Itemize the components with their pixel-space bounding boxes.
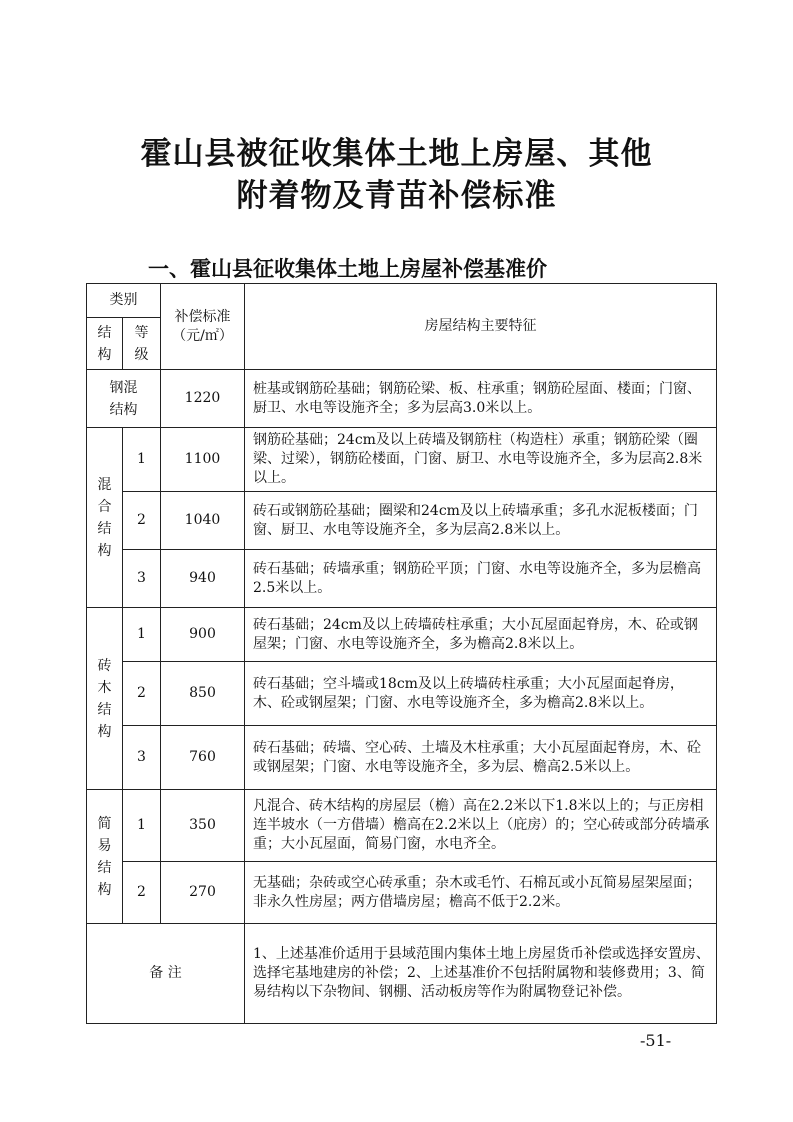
grade-cell: 2 (123, 492, 161, 550)
price-cell: 900 (161, 608, 245, 662)
features-cell: 砖石基础；砖墙承重；钢筋砼平顶；门窗、水电等设施齐全，多为层檐高2.5米以上。 (245, 550, 717, 608)
group-simple (87, 790, 123, 924)
price-cell: 1040 (161, 492, 245, 550)
price-cell: 940 (161, 550, 245, 608)
features-cell: 砖石基础；空斗墙或18cm及以上砖墙砖柱承重；大小瓦屋面起脊房，木、砼或钢屋架；门窗、水电等设施齐全，多为檐高2.8米以上。 (245, 662, 717, 726)
header-category: 类别 (87, 284, 161, 318)
header-grade-text: 等级 (134, 324, 149, 363)
features-cell: 钢筋砼基础；24cm及以上砖墙及钢筋柱（构造柱）承重；钢筋砼梁（圈梁、过梁），钢筋砼楼面，门窗、厨卫、水电等设施齐全，多为层高2.8米以上。 (245, 428, 717, 492)
remarks-text: 1、上述基准价适用于县域范围内集体土地上房屋货币补偿或选择安置房、选择宅基地建房的补偿；2、上述基准价不包括附属物和装修费用；3、简易结构以下杂物间、钢棚、活动板房等作为附属物登记补偿。 (245, 924, 717, 1024)
document-title-line2: 附着物及青苗补偿标准 (236, 178, 557, 214)
remarks-row (87, 924, 717, 1024)
features-cell: 凡混合、砖木结构的房屋层（檐）高在2.2米以下1.8米以上的；与正房相连半坡水（一方借墙）檐高在2.2米以上（庇房）的；空心砖或部分砖墙承重；大小瓦屋面，简易门窗，水电齐全。 (245, 790, 717, 862)
header-structure (87, 318, 123, 370)
header-price-line1: 补偿标准 (174, 308, 231, 325)
price-cell: 850 (161, 662, 245, 726)
header-features: 房屋结构主要特征 (245, 284, 717, 370)
group-mixed-text: 混合结构 (97, 476, 112, 559)
page-number: -51- (640, 1031, 672, 1050)
table-row (87, 550, 717, 608)
table-row (87, 608, 717, 662)
features-cell: 无基础；杂砖或空心砖承重；杂木或毛竹、石棉瓦或小瓦简易屋架屋面；非永久性房屋；两方借墙房屋；檐高不低于2.2米。 (245, 862, 717, 924)
group-brick-wood-text: 砖木结构 (97, 657, 112, 740)
features-cell: 砖石或钢筋砼基础；圈梁和24cm及以上砖墙承重；多孔水泥板楼面；门窗、厨卫、水电等设施齐全，多为层高2.8米以上。 (245, 492, 717, 550)
table-row (87, 726, 717, 790)
group-steel-concrete (87, 370, 161, 428)
table-row (87, 428, 717, 492)
price-cell: 270 (161, 862, 245, 924)
table-header-row (87, 284, 717, 318)
group-brick-wood (87, 608, 123, 790)
document-title-line1: 霍山县被征收集体土地上房屋、其他 (140, 136, 653, 172)
table-row (87, 492, 717, 550)
table-row (87, 862, 717, 924)
features-cell: 砖石基础；24cm及以上砖墙砖柱承重；大小瓦屋面起脊房，木、砼或钢屋架；门窗、水电等设施齐全，多为檐高2.8米以上。 (245, 608, 717, 662)
group-steel-concrete-text: 钢混结构 (109, 379, 138, 418)
group-simple-text: 简易结构 (97, 815, 112, 898)
header-price-line2: （元/㎡） (172, 327, 233, 344)
header-structure-text: 结构 (97, 324, 112, 363)
section-heading: 一、霍山县征收集体土地上房屋补偿基准价 (148, 257, 547, 281)
features-cell: 砖石基础；砖墙、空心砖、土墙及木柱承重；大小瓦屋面起脊房，木、砼或钢屋架；门窗、水电等设施齐全，多为层、檐高2.5米以上。 (245, 726, 717, 790)
grade-cell: 3 (123, 550, 161, 608)
header-grade (123, 318, 161, 370)
table-row (87, 370, 717, 428)
grade-cell: 1 (123, 608, 161, 662)
price-cell: 760 (161, 726, 245, 790)
grade-cell: 2 (123, 662, 161, 726)
features-cell: 桩基或钢筋砼基础；钢筋砼梁、板、柱承重；钢筋砼屋面、楼面；门窗、厨卫、水电等设施齐全；多为层高3.0米以上。 (245, 370, 717, 428)
table-row (87, 662, 717, 726)
remarks-label: 备 注 (87, 924, 245, 1024)
price-cell: 350 (161, 790, 245, 862)
group-mixed (87, 428, 123, 608)
grade-cell: 1 (123, 790, 161, 862)
grade-cell: 1 (123, 428, 161, 492)
grade-cell: 3 (123, 726, 161, 790)
price-cell: 1100 (161, 428, 245, 492)
table-row (87, 790, 717, 862)
header-price (161, 284, 245, 370)
price-cell: 1220 (161, 370, 245, 428)
grade-cell: 2 (123, 862, 161, 924)
compensation-table (86, 283, 717, 1024)
